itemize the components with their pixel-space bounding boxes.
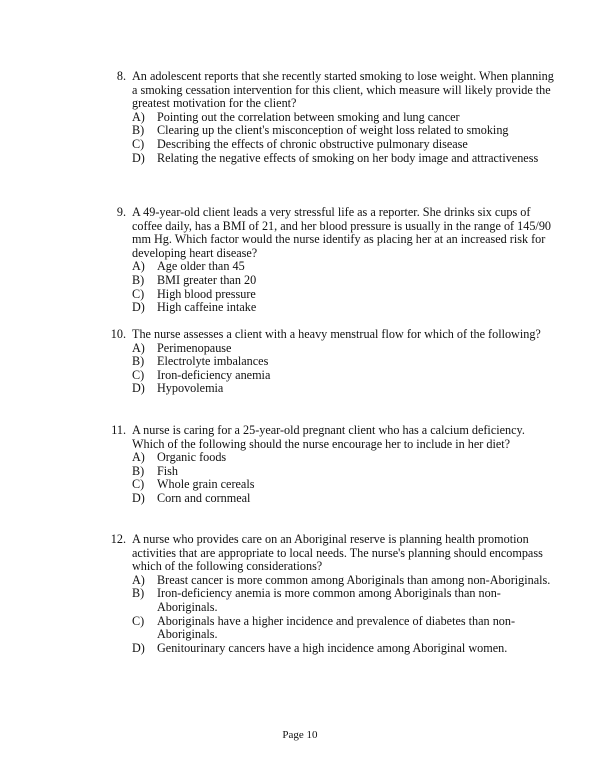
answer-option-c <box>132 138 559 152</box>
question-header <box>107 533 559 574</box>
option-text: Corn and cornmeal <box>157 490 251 505</box>
option-letter: C) <box>132 286 145 301</box>
question-header <box>107 206 559 260</box>
option-text: Clearing up the client's misconception of weight loss related to smoking <box>157 123 509 138</box>
option-text: Aboriginals have a higher incidence and prevalence of diabetes than non-Aboriginals. <box>157 613 516 642</box>
option-text: Relating the negative effects of smoking on her body image and attractiveness <box>157 150 539 165</box>
option-letter: B) <box>132 463 145 478</box>
option-letter: B) <box>132 123 145 138</box>
answer-option-d <box>132 382 559 396</box>
question-header <box>107 70 559 111</box>
answer-option-a <box>132 260 559 274</box>
option-text: High caffeine intake <box>157 300 257 315</box>
answer-option-a <box>132 111 559 125</box>
option-letter: A) <box>132 109 145 124</box>
question-12 <box>107 533 559 655</box>
option-letter: C) <box>132 477 145 492</box>
option-letter: D) <box>132 300 145 315</box>
answer-options <box>132 574 559 656</box>
option-letter: A) <box>132 572 145 587</box>
answer-option-b <box>132 124 559 138</box>
question-header <box>107 328 559 342</box>
answer-options <box>132 111 559 165</box>
option-letter: C) <box>132 136 145 151</box>
option-text: Age older than 45 <box>157 259 245 274</box>
question-stem: A nurse is caring for a 25-year-old pregnant client who has a calcium deficiency. Which of the following should the nurse encourage her to include in her diet? <box>132 423 525 451</box>
question-number: 10. <box>110 327 126 341</box>
answer-option-b <box>132 587 559 614</box>
question-number: 9. <box>116 205 126 219</box>
option-text: Pointing out the correlation between smoking and lung cancer <box>157 109 460 124</box>
question-10 <box>107 328 559 396</box>
question-header <box>107 424 559 451</box>
option-text: Describing the effects of chronic obstructive pulmonary disease <box>157 136 468 151</box>
option-letter: D) <box>132 490 145 505</box>
question-number: 11. <box>111 423 126 437</box>
answer-options <box>132 451 559 505</box>
option-text: Hypovolemia <box>157 381 224 396</box>
option-letter: C) <box>132 367 145 382</box>
question-8 <box>107 70 559 165</box>
question-stem: The nurse assesses a client with a heavy menstrual flow for which of the following? <box>132 327 541 341</box>
option-text: Breast cancer is more common among Aboriginals than among non-Aboriginals. <box>157 572 551 587</box>
answer-option-a <box>132 451 559 465</box>
option-text: Perimenopause <box>157 340 232 355</box>
answer-options <box>132 260 559 314</box>
answer-option-a <box>132 342 559 356</box>
answer-option-b <box>132 465 559 479</box>
answer-options <box>132 342 559 396</box>
option-letter: A) <box>132 450 145 465</box>
option-text: Whole grain cereals <box>157 477 255 492</box>
answer-option-c <box>132 288 559 302</box>
answer-option-c <box>132 369 559 383</box>
option-text: Fish <box>157 463 179 478</box>
option-text: High blood pressure <box>157 286 256 301</box>
answer-option-a <box>132 574 559 588</box>
answer-option-d <box>132 152 559 166</box>
option-letter: C) <box>132 613 145 628</box>
answer-option-b <box>132 274 559 288</box>
answer-option-c <box>132 478 559 492</box>
question-11 <box>107 424 559 506</box>
option-letter: D) <box>132 150 145 165</box>
question-9 <box>107 206 559 315</box>
answer-option-b <box>132 355 559 369</box>
option-letter: B) <box>132 354 145 369</box>
option-text: Electrolyte imbalances <box>157 354 269 369</box>
question-stem: A 49-year-old client leads a very stressful life as a reporter. She drinks six cups of coffee daily, has a BMI of 21, and her blood pressure is usually in the range of 145/90 mm Hg. Which factor would the nurse identify as placing her at an increased risk for developing heart disease? <box>132 205 552 260</box>
option-letter: A) <box>132 340 145 355</box>
option-text: Organic foods <box>157 450 227 465</box>
option-letter: D) <box>132 640 145 655</box>
answer-option-d <box>132 301 559 315</box>
question-number: 8. <box>116 69 126 83</box>
option-text: Genitourinary cancers have a high incidence among Aboriginal women. <box>157 640 508 655</box>
answer-option-c <box>132 615 559 642</box>
option-letter: B) <box>132 272 145 287</box>
question-stem: An adolescent reports that she recently started smoking to lose weight. When planning a smoking cessation intervention for this client, which measure will likely provide the greatest motivation for the client? <box>132 69 554 111</box>
answer-option-d <box>132 492 559 506</box>
answer-option-d <box>132 642 559 656</box>
question-stem: A nurse who provides care on an Aboriginal reserve is planning health promotion activities that are appropriate to local needs. The nurse's planning should encompass which of the following considerations? <box>132 532 543 574</box>
option-letter: D) <box>132 381 145 396</box>
option-text: Iron-deficiency anemia is more common among Aboriginals than non-Aboriginals. <box>157 586 501 614</box>
option-text: Iron-deficiency anemia <box>157 367 271 382</box>
option-letter: B) <box>132 586 145 601</box>
page-number: Page 10 <box>282 729 318 741</box>
option-text: BMI greater than 20 <box>157 272 257 287</box>
question-number: 12. <box>110 532 126 546</box>
option-letter: A) <box>132 259 145 274</box>
